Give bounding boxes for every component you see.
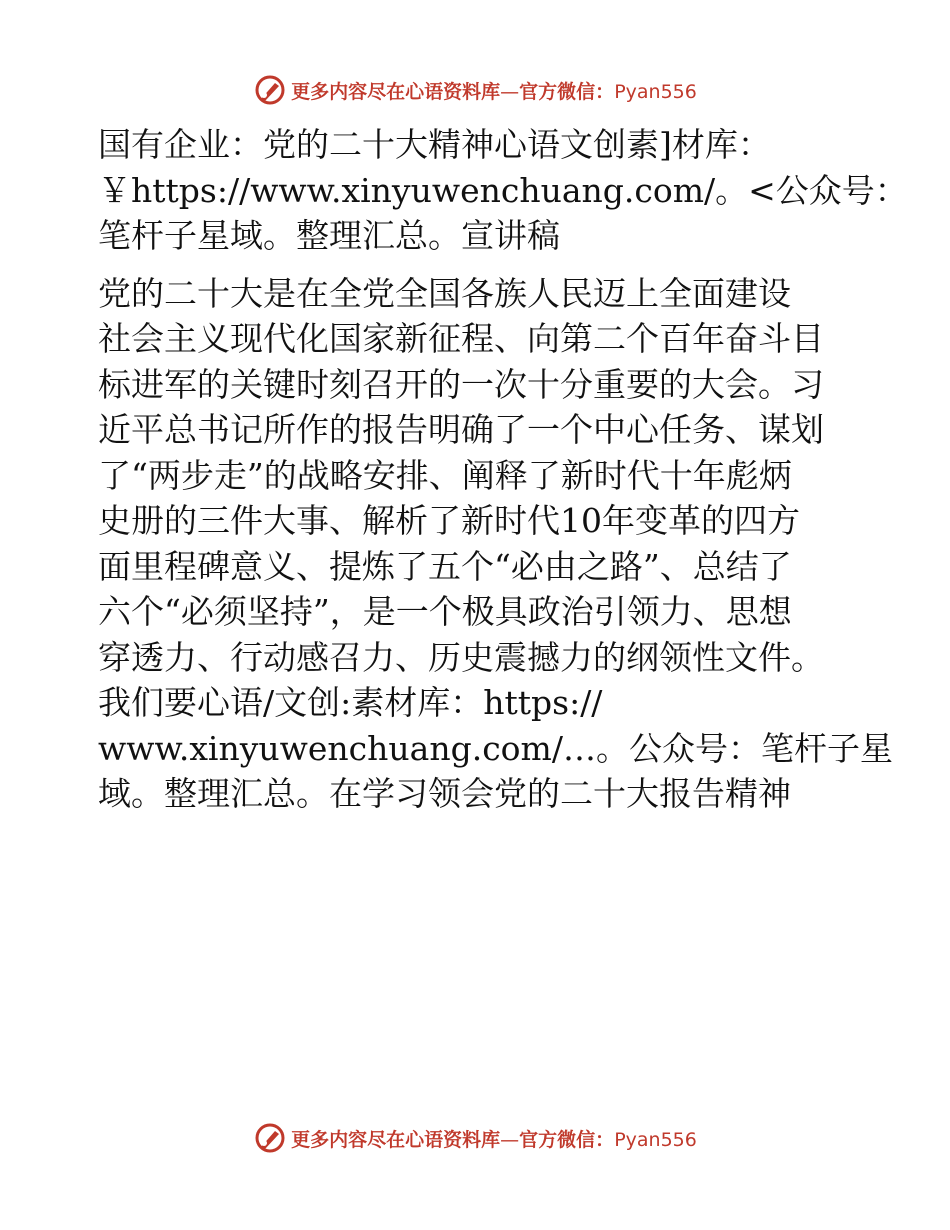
watermark-title: 更多内容尽在心语资料库 xyxy=(291,1128,501,1151)
text-line: 了“两步走”的战略安排、阐释了新时代十年彪炳 xyxy=(98,455,792,495)
red-pen-circle-icon xyxy=(253,1121,287,1155)
header-watermark xyxy=(0,70,950,110)
watermark-separator: — xyxy=(500,1128,520,1151)
watermark-text xyxy=(291,1125,697,1152)
text-line: 穿透力、行动感召力、历史震撼力的纲领性文件。 xyxy=(98,637,824,677)
text-line: 国有企业：党的二十大精神心语文创素]材库： xyxy=(98,125,771,164)
watermark-text xyxy=(291,77,697,104)
text-line: www.xinyuwenchuang.com/…。公众号：笔杆子星 xyxy=(98,728,893,768)
paragraph-body xyxy=(98,271,893,817)
watermark-suffix: 官方微信： xyxy=(519,1128,615,1151)
text-line: 面里程碑意义、提炼了五个“必由之路”、总结了 xyxy=(98,546,792,586)
text-line: 笔杆子星域。整理汇总。宣讲稿 xyxy=(98,216,560,255)
text-line: ￥https://www.xinyuwenchuang.com/。<公众号： xyxy=(98,170,908,210)
text-line: 史册的三件大事、解析了新时代10年变革的四方 xyxy=(98,501,800,540)
text-line: 六个“必须坚持”，是一个极具政治引领力、思想 xyxy=(98,592,792,631)
text-line: 党的二十大是在全党全国各族人民迈上全面建设 xyxy=(98,273,791,313)
watermark-suffix: 官方微信： xyxy=(519,80,615,103)
text-line: 标进军的关键时刻召开的一次十分重要的大会。习 xyxy=(98,364,824,404)
footer-watermark xyxy=(0,1118,950,1158)
watermark-separator: — xyxy=(500,80,520,103)
text-line: 近平总书记所作的报告明确了一个中心任务、谋划 xyxy=(98,410,824,449)
text-line: 我们要心语/文创:素材库：https:// xyxy=(98,683,603,722)
watermark-wechat-id: Pyan556 xyxy=(614,80,697,103)
paragraph-title xyxy=(98,122,908,259)
red-pen-circle-icon xyxy=(253,73,287,107)
text-line: 社会主义现代化国家新征程、向第二个百年奋斗目 xyxy=(98,319,824,358)
text-line: 域。整理汇总。在学习领会党的二十大报告精神 xyxy=(98,774,791,813)
document-body xyxy=(98,122,908,817)
paragraph-gap xyxy=(98,259,858,271)
watermark-wechat-id: Pyan556 xyxy=(614,1128,697,1151)
watermark-title: 更多内容尽在心语资料库 xyxy=(291,80,501,103)
